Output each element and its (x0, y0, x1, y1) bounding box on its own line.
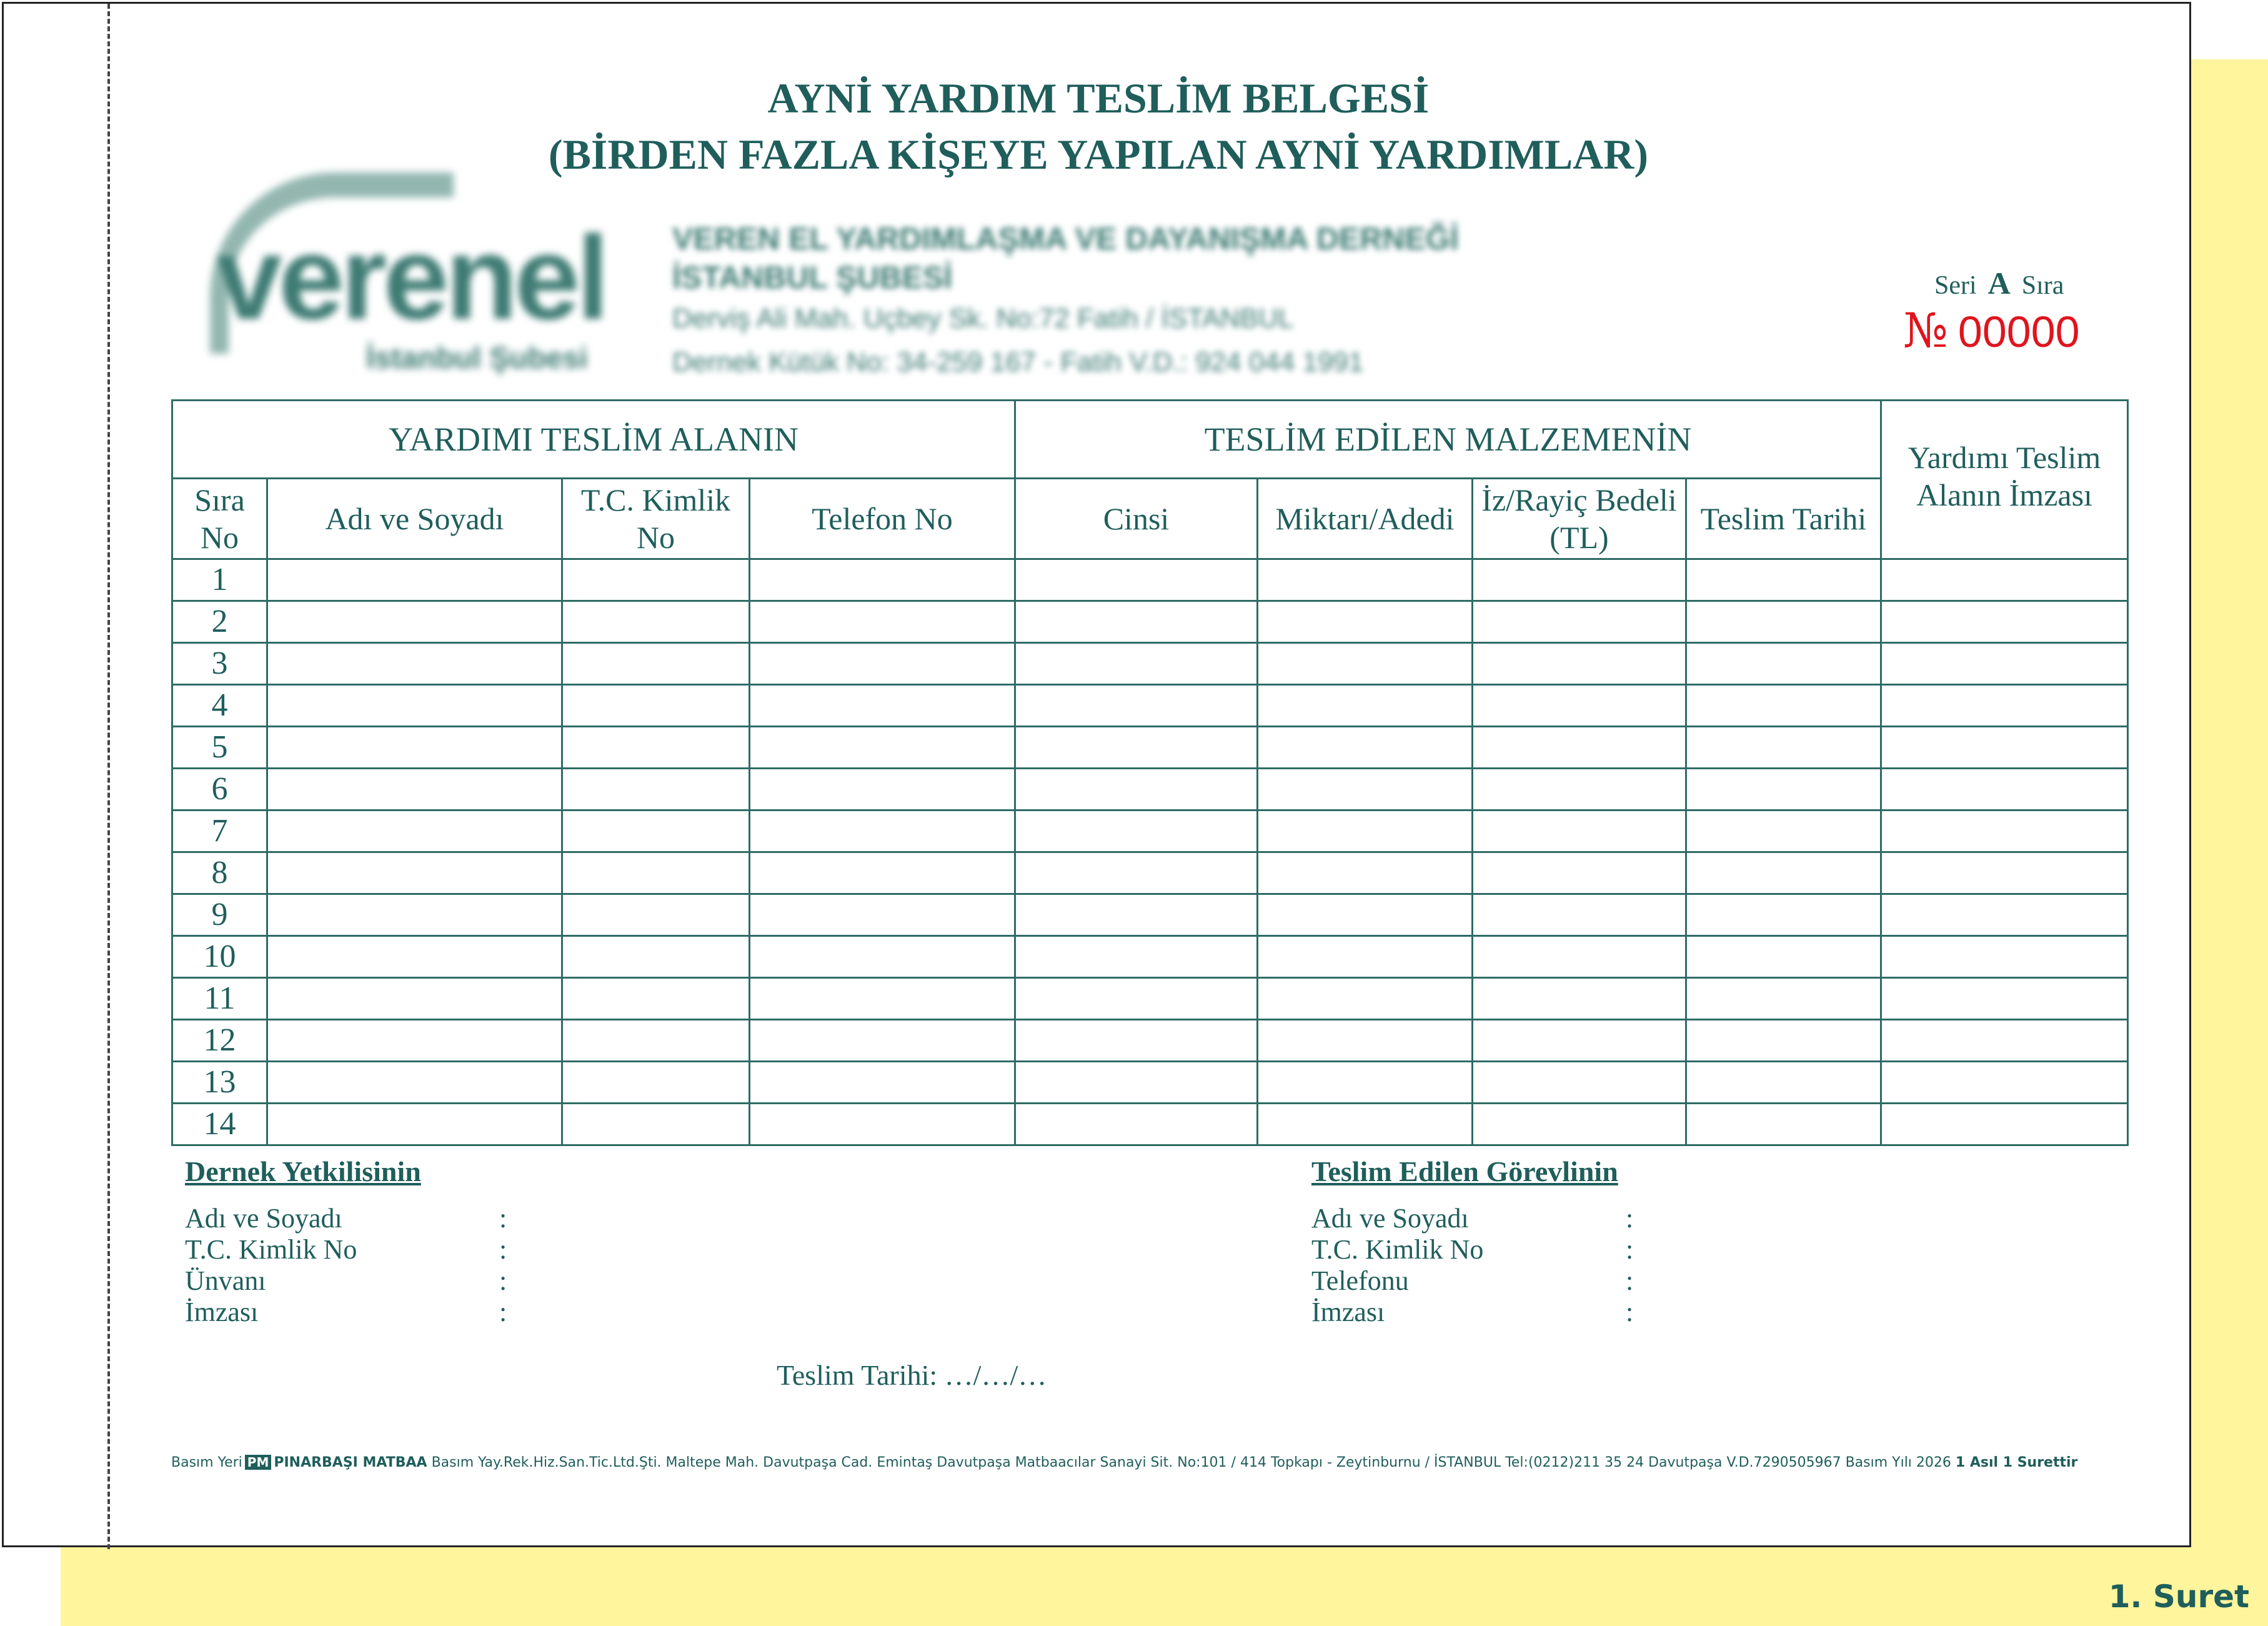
table-cell[interactable] (562, 1062, 750, 1104)
table-cell[interactable] (1473, 685, 1686, 727)
table-cell[interactable] (1258, 978, 1473, 1020)
row-number: 10 (172, 936, 267, 978)
col-header-value-line2: (TL) (1549, 520, 1609, 555)
col-header-name: Adı ve Soyadı (267, 479, 562, 559)
table-cell[interactable] (1473, 1062, 1686, 1104)
printer-imprint (171, 1455, 2127, 1470)
signature-header-line2: Alanın İmzası (1916, 477, 2092, 512)
table-cell[interactable] (267, 685, 562, 727)
table-cell[interactable] (562, 936, 750, 978)
table-row (172, 601, 2128, 643)
table-cell[interactable] (267, 1062, 562, 1104)
right-colon-4: : (1626, 1297, 1634, 1327)
table-cell[interactable] (1686, 559, 1881, 601)
table-cell[interactable] (1881, 685, 2128, 727)
table-cell[interactable] (267, 727, 562, 769)
left-colon-2: : (499, 1234, 507, 1265)
table-cell[interactable] (1258, 727, 1473, 769)
col-header-sira-line1: Sıra (194, 482, 245, 517)
right-field-signature: İmzası (1311, 1297, 1385, 1327)
table-cell[interactable] (1258, 769, 1473, 811)
table-cell[interactable] (750, 1062, 1015, 1104)
table-cell[interactable] (750, 769, 1015, 811)
table-body (172, 559, 2128, 1145)
col-header-date: Teslim Tarihi (1686, 479, 1881, 559)
table-cell[interactable] (1881, 936, 2128, 978)
table-cell[interactable] (1473, 643, 1686, 685)
table-cell[interactable] (562, 1020, 750, 1062)
form-sheet (2, 2, 2191, 1547)
table-cell[interactable] (1015, 1020, 1258, 1062)
table-cell[interactable] (1686, 811, 1881, 852)
row-number: 12 (172, 1020, 267, 1062)
left-section-title: Dernek Yetkilisinin (185, 1155, 421, 1187)
association-info (672, 219, 1609, 384)
row-number: 6 (172, 769, 267, 811)
table-cell[interactable] (1015, 727, 1258, 769)
table-cell[interactable] (750, 936, 1015, 978)
table-row (172, 811, 2128, 852)
table-cell[interactable] (1015, 894, 1258, 936)
table-cell[interactable] (1015, 559, 1258, 601)
table-row (172, 643, 2128, 685)
sira-label: Sıra (2021, 271, 2064, 300)
table-cell[interactable] (562, 894, 750, 936)
table-cell[interactable] (1015, 769, 1258, 811)
table-cell[interactable] (1881, 1020, 2128, 1062)
table-row (172, 1020, 2128, 1062)
table-cell[interactable] (562, 1104, 750, 1145)
table-cell[interactable] (1015, 685, 1258, 727)
right-colon-2: : (1626, 1234, 1634, 1265)
table-cell[interactable] (1686, 685, 1881, 727)
table-cell[interactable] (1686, 1104, 1881, 1145)
table-cell[interactable] (750, 685, 1015, 727)
row-number: 2 (172, 601, 267, 643)
table-cell[interactable] (1686, 978, 1881, 1020)
table-row (172, 769, 2128, 811)
table-cell[interactable] (750, 1020, 1015, 1062)
row-number: 14 (172, 1104, 267, 1145)
table-cell[interactable] (750, 894, 1015, 936)
table-cell[interactable] (1258, 1062, 1473, 1104)
table-cell[interactable] (1015, 643, 1258, 685)
table-cell[interactable] (1686, 1020, 1881, 1062)
table-row (172, 559, 2128, 601)
table-cell[interactable] (750, 811, 1015, 852)
table-row (172, 685, 2128, 727)
table-cell[interactable] (1015, 601, 1258, 643)
right-field-name: Adı ve Soyadı (1311, 1203, 1469, 1234)
left-field-title: Ünvanı (185, 1265, 266, 1296)
table-row (172, 1104, 2128, 1145)
row-number: 3 (172, 643, 267, 685)
left-colon-4: : (499, 1297, 507, 1327)
table-cell[interactable] (267, 601, 562, 643)
right-field-phone: Telefonu (1311, 1265, 1409, 1296)
table-cell[interactable] (1881, 978, 2128, 1020)
signature-header (1881, 401, 2128, 559)
table-cell[interactable] (562, 601, 750, 643)
col-header-tc-line2: No (636, 520, 675, 555)
table-cell[interactable] (1258, 811, 1473, 852)
right-section-title: Teslim Edilen Görevlinin (1311, 1155, 1618, 1187)
association-logo (172, 172, 635, 385)
serial-line (1934, 265, 2064, 301)
printer-logo-icon: PM (245, 1455, 272, 1470)
perforation-line (107, 4, 110, 1549)
table-cell[interactable] (1686, 936, 1881, 978)
table-cell[interactable] (267, 1020, 562, 1062)
table-cell[interactable] (1473, 601, 1686, 643)
form-subtitle: (BİRDEN FAZLA KİŞEYE YAPILAN AYNİ YARDIMLAR) (548, 131, 1649, 178)
document-number-value: 00000 (1957, 307, 2080, 356)
table-cell[interactable] (750, 852, 1015, 894)
row-number: 11 (172, 978, 267, 1020)
table-cell[interactable] (1258, 1104, 1473, 1145)
table-cell[interactable] (562, 727, 750, 769)
table-cell[interactable] (1473, 936, 1686, 978)
imprint-prefix: Basım Yeri (171, 1455, 242, 1470)
table-row (172, 936, 2128, 978)
left-field-tc: T.C. Kimlik No (185, 1234, 357, 1265)
table-cell[interactable] (1881, 811, 2128, 852)
table-cell[interactable] (267, 894, 562, 936)
table-cell[interactable] (750, 1104, 1015, 1145)
table-cell[interactable] (267, 852, 562, 894)
col-header-sira-line2: No (200, 520, 239, 555)
table-row (172, 727, 2128, 769)
row-number: 5 (172, 727, 267, 769)
copy-label: 1. Suret (2108, 1579, 2249, 1615)
table-cell[interactable] (1686, 643, 1881, 685)
table-cell[interactable] (562, 769, 750, 811)
col-header-quantity: Miktarı/Adedi (1258, 479, 1473, 559)
table-cell[interactable] (750, 978, 1015, 1020)
table-cell[interactable] (1473, 894, 1686, 936)
table-cell[interactable] (1473, 978, 1686, 1020)
col-header-value-line1: İz/Rayiç Bedeli (1481, 482, 1677, 517)
imprint-printer: PINARBAŞI MATBAA (274, 1455, 427, 1470)
table-cell[interactable] (1881, 1104, 2128, 1145)
association-registry: Dernek Kütük No: 34-259 167 - Fatih V.D.: 924 044 1991 (672, 347, 1364, 377)
table-cell[interactable] (1881, 643, 2128, 685)
logo-subtitle: İstanbul Şubesi (366, 342, 588, 375)
table-cell[interactable] (1686, 1062, 1881, 1104)
table-cell[interactable] (1258, 559, 1473, 601)
row-number: 9 (172, 894, 267, 936)
table-cell[interactable] (1686, 894, 1881, 936)
table-cell[interactable] (267, 978, 562, 1020)
table-cell[interactable] (1686, 727, 1881, 769)
row-number: 4 (172, 685, 267, 727)
table-cell[interactable] (267, 1104, 562, 1145)
seri-label: Seri (1934, 271, 1977, 300)
table-cell[interactable] (1015, 978, 1258, 1020)
association-name: VEREN EL YARDIMLAŞMA VE DAYANIŞMA DERNEĞİ (672, 221, 1459, 256)
row-number: 13 (172, 1062, 267, 1104)
table-cell[interactable] (1473, 559, 1686, 601)
table-row (172, 852, 2128, 894)
table-cell[interactable] (1473, 769, 1686, 811)
left-field-signature: İmzası (185, 1297, 259, 1327)
table-cell[interactable] (1473, 727, 1686, 769)
table-cell[interactable] (750, 601, 1015, 643)
table-cell[interactable] (1015, 1062, 1258, 1104)
right-colon-3: : (1626, 1265, 1634, 1296)
table-cell[interactable] (267, 936, 562, 978)
signature-header-line1: Yardımı Teslim (1907, 440, 2101, 475)
table-cell[interactable] (1881, 727, 2128, 769)
table-cell[interactable] (1258, 1020, 1473, 1062)
group-header-receiver: YARDIMI TESLİM ALANIN (172, 401, 1015, 479)
table-row (172, 1062, 2128, 1104)
left-colon-1: : (499, 1203, 507, 1234)
form-title: AYNİ YARDIM TESLİM BELGESİ (767, 74, 1430, 122)
table-cell[interactable] (750, 559, 1015, 601)
table-cell[interactable] (1881, 894, 2128, 936)
table-cell[interactable] (267, 811, 562, 852)
association-branch: İSTANBUL ŞUBESİ (672, 260, 953, 295)
table-cell[interactable] (1881, 769, 2128, 811)
table-row (172, 978, 2128, 1020)
table-cell[interactable] (1015, 1104, 1258, 1145)
imprint-copies: 1 Asıl 1 Surettir (1955, 1455, 2078, 1470)
table-cell[interactable] (267, 769, 562, 811)
col-header-phone: Telefon No (750, 479, 1015, 559)
group-header-material: TESLİM EDİLEN MALZEMENİN (1015, 401, 1881, 479)
row-number: 8 (172, 852, 267, 894)
delivery-date-line: Teslim Tarihi: …/…/… (777, 1359, 1047, 1391)
table-cell[interactable] (267, 643, 562, 685)
left-field-name: Adı ve Soyadı (185, 1203, 342, 1234)
table-cell[interactable] (1686, 769, 1881, 811)
table-cell[interactable] (1015, 811, 1258, 852)
table-cell[interactable] (1258, 685, 1473, 727)
association-address: Derviş Ali Mah. Uçbey Sk. No:72 Fatih / İSTANBUL (672, 303, 1294, 334)
seri-letter: A (1987, 266, 2011, 301)
table-cell[interactable] (267, 559, 562, 601)
col-header-sira (172, 479, 267, 559)
table-cell[interactable] (1258, 601, 1473, 643)
right-colon-1: : (1626, 1203, 1634, 1234)
table-cell[interactable] (562, 685, 750, 727)
table-cell[interactable] (562, 811, 750, 852)
table-cell[interactable] (1881, 559, 2128, 601)
col-header-type: Cinsi (1015, 479, 1258, 559)
table-cell[interactable] (562, 978, 750, 1020)
table-cell[interactable] (750, 643, 1015, 685)
table-cell[interactable] (1258, 936, 1473, 978)
table-cell[interactable] (562, 643, 750, 685)
row-number: 7 (172, 811, 267, 852)
table-cell[interactable] (1258, 643, 1473, 685)
table-cell[interactable] (1473, 1104, 1686, 1145)
table-cell[interactable] (1881, 852, 2128, 894)
table-cell[interactable] (1686, 601, 1881, 643)
col-header-value (1473, 479, 1686, 559)
table-cell[interactable] (1686, 852, 1881, 894)
document-number (1903, 302, 2080, 358)
right-field-tc: T.C. Kimlik No (1311, 1234, 1484, 1265)
table-cell[interactable] (750, 727, 1015, 769)
table-cell[interactable] (1473, 1020, 1686, 1062)
logo-wordmark: verenel (216, 212, 606, 344)
imprint-body: Basım Yay.Rek.Hiz.San.Tic.Ltd.Şti. Maltepe Mah. Davutpaşa Cad. Emintaş Davutpaşa Matbaacılar Sanayi Sit. No:101 / 414 Topkapı - Zeytinburnu / İSTANBUL Tel:(0212)211 35 24 Davutpaşa V.D.7290505967 Basım Yılı 2026 (431, 1455, 1951, 1470)
table-cell[interactable] (562, 559, 750, 601)
delivery-table (171, 399, 2129, 1146)
table-cell[interactable] (1015, 852, 1258, 894)
table-cell[interactable] (1258, 894, 1473, 936)
col-header-tc-line1: T.C. Kimlik (580, 482, 731, 517)
table-cell[interactable] (1881, 1062, 2128, 1104)
table-cell[interactable] (1015, 936, 1258, 978)
table-cell[interactable] (562, 852, 750, 894)
table-cell[interactable] (1258, 852, 1473, 894)
numero-sign: № (1903, 302, 1948, 358)
table-cell[interactable] (1881, 601, 2128, 643)
row-number: 1 (172, 559, 267, 601)
left-colon-3: : (499, 1265, 507, 1296)
table-row (172, 894, 2128, 936)
table-cell[interactable] (1473, 811, 1686, 852)
col-header-tc (562, 479, 750, 559)
table-cell[interactable] (1473, 852, 1686, 894)
